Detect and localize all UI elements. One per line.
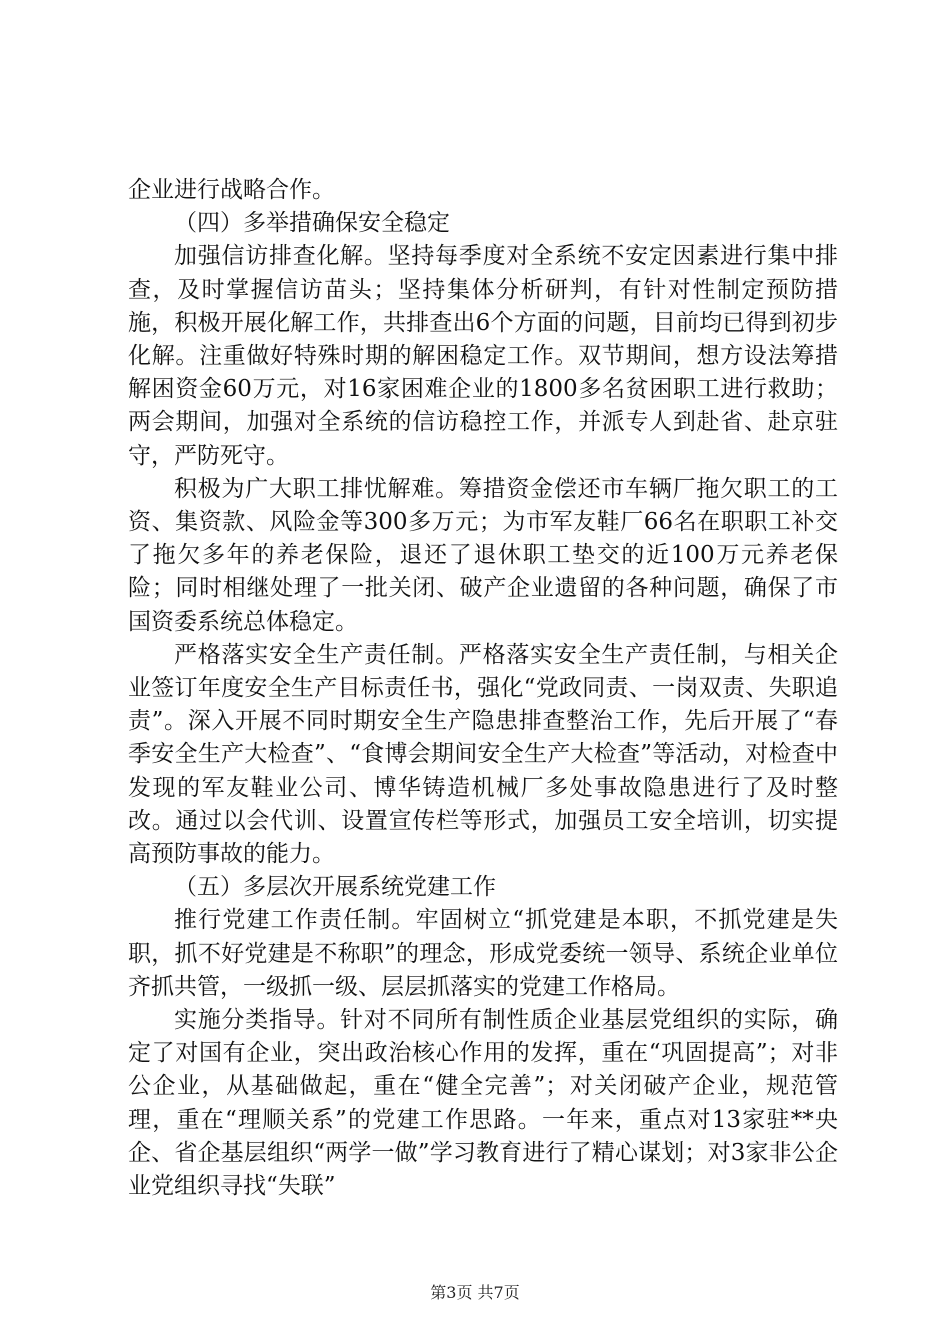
- section-heading-four: （四）多举措确保安全稳定: [174, 210, 450, 237]
- page-number-footer: 第3页 共7页: [430, 1283, 520, 1302]
- paragraph-petition-handling: 加强信访排查化解。坚持每季度对全系统不安定因素进行集中排查，及时掌握信访苗头；坚持集体分析研判，有针对性制定预防措施，积极开展化解工作，共排查出6个方面的问题，目前均已得到初步化解。注重做好特殊时期的解困稳定工作。双节期间，想方设法筹措解困资金60万元，对16家困难企业的1800多名贫困职工进行救助；两会期间，加强对全系统的信访稳控工作，并派专人到赴省、赴京驻守，严防死守。: [128, 243, 838, 469]
- paragraph-continuation: 企业进行战略合作。: [128, 177, 335, 203]
- paragraph-safety-responsibility: 严格落实安全生产责任制。严格落实安全生产责任制，与相关企业签订年度安全生产目标责任书，强化“党政同责、一岗双责、失职追责”。深入开展不同时期安全生产隐患排查整治工作，先后开展了“春季安全生产大检查”、“食博会期间安全生产大检查”等活动，对检查中发现的军友鞋业公司、博华铸造机械厂多处事故隐患进行了及时整改。通过以会代训、设置宣传栏等形式，加强员工安全培训，切实提高预防事故的能力。: [128, 641, 838, 868]
- document-body: [128, 174, 838, 1203]
- section-heading-five: （五）多层次开展系统党建工作: [174, 874, 496, 901]
- paragraph-party-responsibility: 推行党建工作责任制。牢固树立“抓党建是本职，不抓党建是失职，抓不好党建是不称职”的理念，形成党委统一领导、系统企业单位齐抓共管，一级抓一级、层层抓落实的党建工作格局。: [128, 907, 838, 1000]
- paragraph-classified-guidance: 实施分类指导。针对不同所有制性质企业基层党组织的实际，确定了对国有企业，突出政治核心作用的发挥，重在“巩固提高”；对非公企业，从基础做起，重在“健全完善”；对关闭破产企业，规范管理，重在“理顺关系”的党建工作思路。一年来，重点对13家驻**央企、省企基层组织“两学一做”学习教育进行了精心谋划；对3家非公企业党组织寻找“失联”: [128, 1007, 838, 1200]
- paragraph-worker-relief: 积极为广大职工排忧解难。筹措资金偿还市车辆厂拖欠职工的工资、集资款、风险金等300多万元；为市军友鞋厂66名在职职工补交了拖欠多年的养老保险，退还了退休职工垫交的近100万元养老保险；同时相继处理了一批关闭、破产企业遗留的各种问题，确保了市国资委系统总体稳定。: [128, 475, 838, 635]
